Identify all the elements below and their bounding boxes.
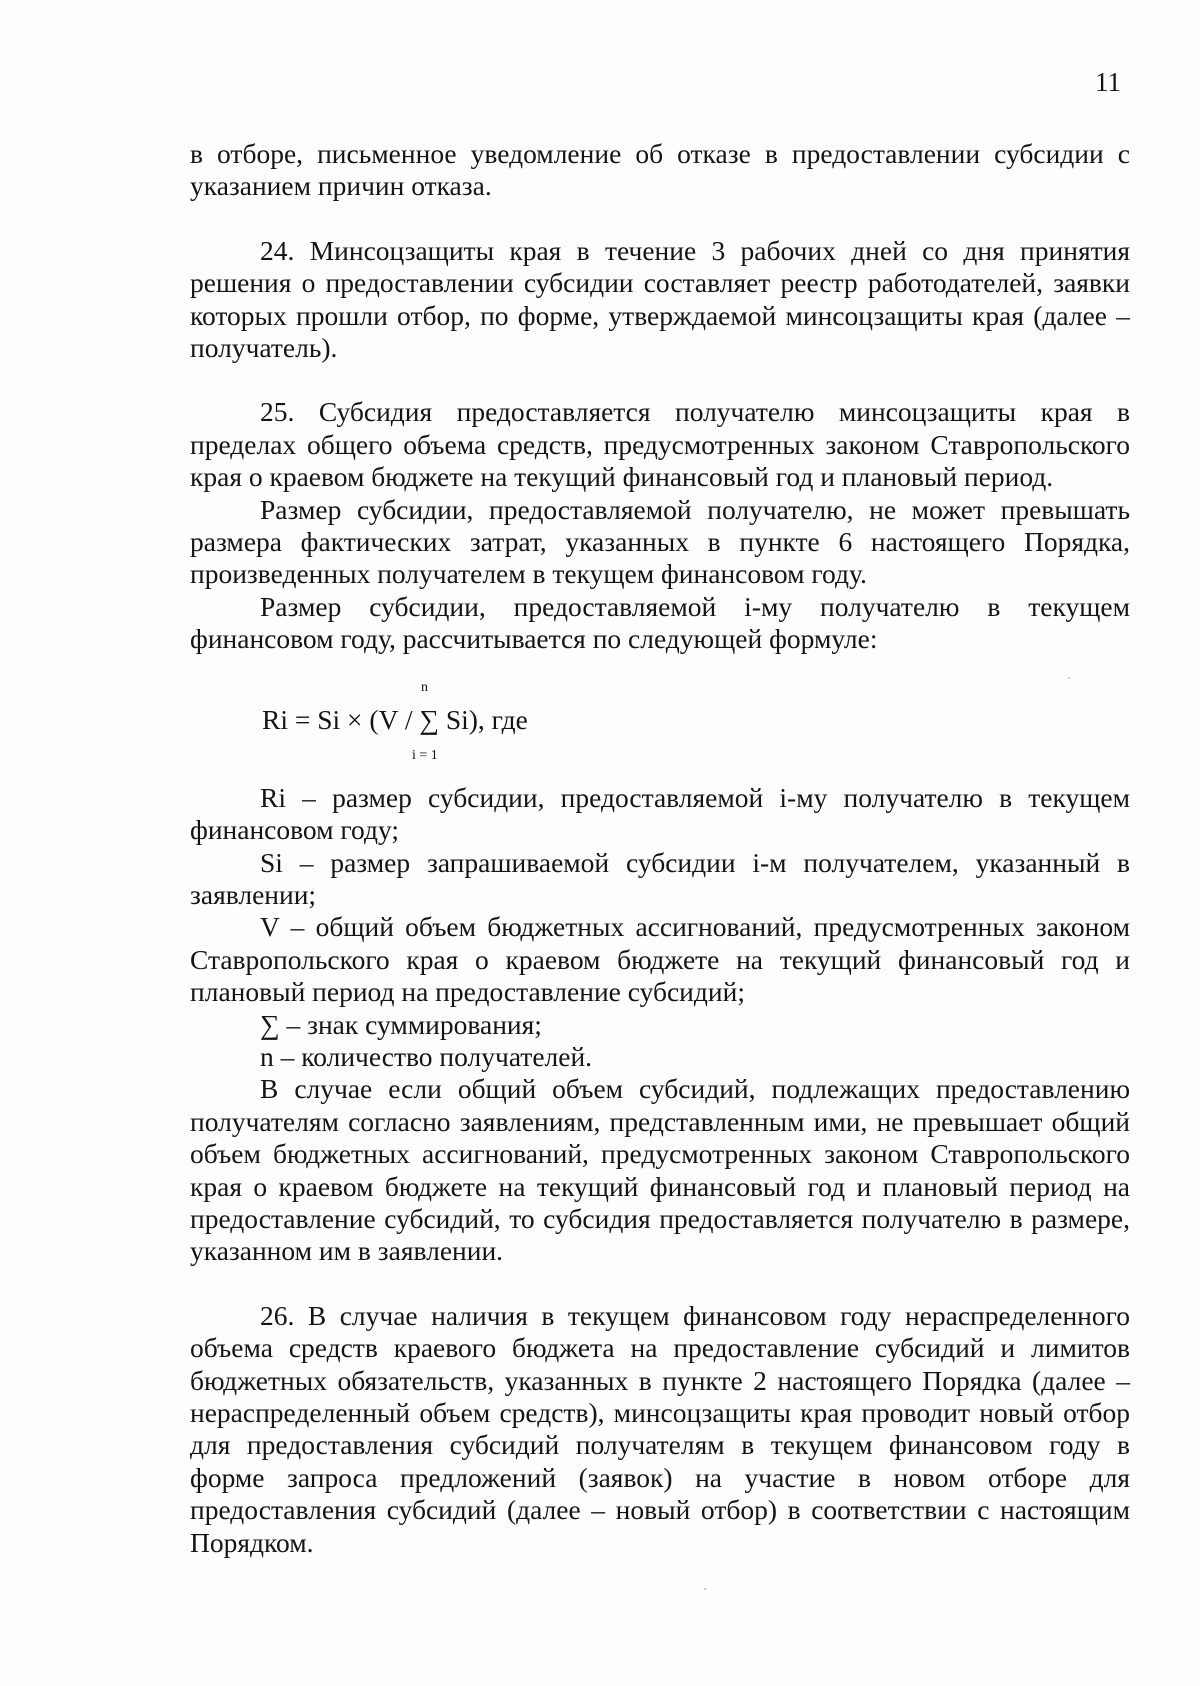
subsidy-formula	[190, 670, 1130, 772]
formula-upper-limit: n	[421, 679, 428, 695]
paragraph-26: 26. В случае наличия в текущем финансовом году нераспределенного объема средств краевого бюджета на предоставление субсидий и лимитов бюджетных обязательств, указанных в пункте 2 настоящего Порядка (далее – нераспределенный объем средств), минсоцзащиты края проводит новый отбор для предоставления субсидий получателям в текущем финансовом году в форме запроса предложений (заявок) на участие в новом отборе для предоставления субсидий (далее – новый отбор) в соответствии с настоящим Порядком.	[190, 1299, 1130, 1558]
formula-expression: Ri = Si × (V / ∑ Si), где	[262, 703, 528, 735]
paragraph-continuation: в отборе, письменное уведомление об отказе в предоставлении субсидии с указанием причин отказа.	[190, 138, 1130, 202]
paragraph-25-formula-intro: Размер субсидии, предоставляемой i-му получателю в текущем финансовом году, рассчитывается по следующей формуле:	[190, 590, 1130, 655]
definition-si: Si – размер запрашиваемой субсидии i-м получателем, указанный в заявлении;	[190, 846, 1130, 910]
definition-ri: Ri – размер субсидии, предоставляемой i-му получателю в текущем финансовом году;	[190, 781, 1130, 846]
paragraph-25: 25. Субсидия предоставляется получателю минсоцзащиты края в пределах общего объема средств, предусмотренных законом Ставропольского края о краевом бюджете на текущий финансовый год и плановый период.	[190, 396, 1130, 493]
page-number: 11	[1095, 67, 1121, 97]
definition-sum-sign: ∑ – знак суммирования;	[260, 1008, 542, 1040]
document-body	[190, 138, 1130, 1559]
definition-n: n – количество получателей.	[260, 1040, 593, 1072]
paragraph-24: 24. Минсоцзащиты края в течение 3 рабочих дней со дня принятия решения о предоставлении субсидии составляет реестр работодателей, заявки которых прошли отбор, по форме, утверждаемой минсоцзащиты края (далее – получатель).	[190, 234, 1130, 364]
scan-speck	[1068, 677, 1070, 679]
paragraph-25-size-limit: Размер субсидии, предоставляемой получателю, не может превышать размера фактических затрат, указанных в пункте 6 настоящего Порядка, произведенных получателем в текущем финансовом году.	[190, 493, 1130, 590]
formula-lower-limit: i = 1	[412, 747, 438, 763]
paragraph-25-case: В случае если общий объем субсидий, подлежащих предоставлению получателям согласно заявлениям, представленным ими, не превышает общий объем бюджетных ассигнований, предусмотренных законом Ставропольского края о краевом бюджете на текущий финансовый год и плановый период на предоставление субсидий, то субсидия предоставляется получателю в размере, указанном им в заявлении.	[190, 1073, 1130, 1267]
scan-speck	[704, 1588, 706, 1590]
definition-v: V – общий объем бюджетных ассигнований, предусмотренных законом Ставропольского края о краевом бюджете на текущий финансовый год и плановый период на предоставление субсидий;	[190, 911, 1130, 1008]
